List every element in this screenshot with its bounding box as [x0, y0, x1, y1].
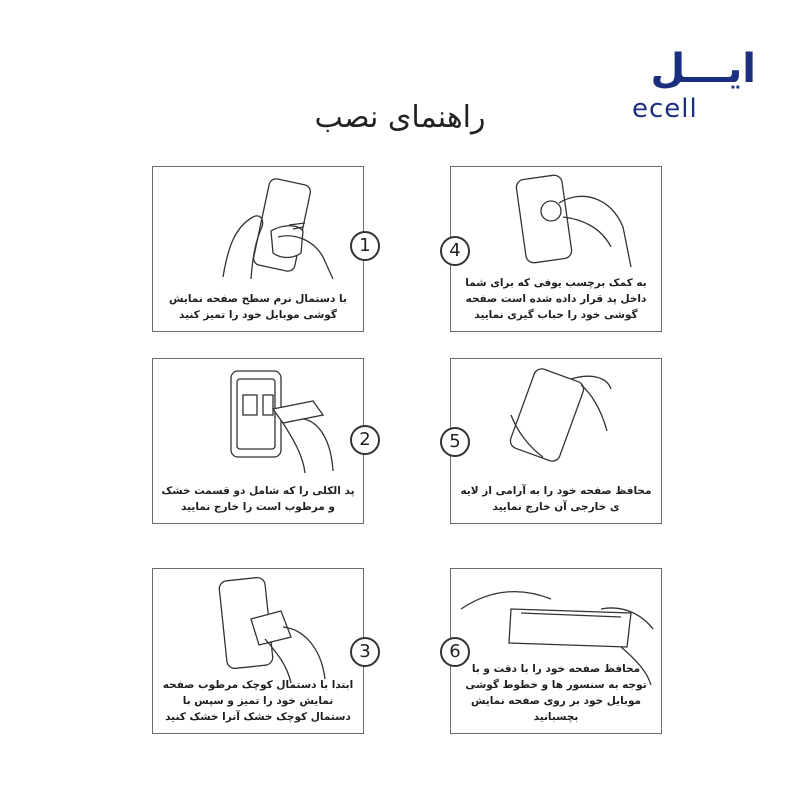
step-number-6: 6: [440, 637, 470, 667]
step-text: به کمک برچسب یوفی که برای شما داخل پد قرار داده شده است صفحه گوشی خود را حباب گیری نمایید: [465, 277, 647, 321]
step-text: پد الکلی را که شامل دو قسمت خشک و مرطوب است را خارج نمایید: [161, 485, 355, 513]
wipe-screen-illustration: [153, 569, 365, 689]
step-card-2: [152, 358, 364, 524]
peel-protector-illustration: [451, 359, 663, 479]
step-card-1: [152, 166, 364, 332]
brand-name-fa: ایـــل: [650, 46, 756, 92]
brand-name-en: ecell: [632, 94, 698, 124]
brand-logo: [626, 44, 756, 124]
step-number-2: 2: [350, 425, 380, 455]
step-number-5: 5: [440, 427, 470, 457]
step-number-1: 1: [350, 231, 380, 261]
step-card-5: [450, 358, 662, 524]
step-number-4: 4: [440, 236, 470, 266]
phone-cleaning-illustration: [153, 167, 365, 287]
alcohol-pad-illustration: [153, 359, 365, 479]
step-number-3: 3: [350, 637, 380, 667]
dust-sticker-illustration: [451, 167, 663, 287]
step-card-4: [450, 166, 662, 332]
step-card-6: [450, 568, 662, 734]
step-card-3: [152, 568, 364, 734]
step-text: با دستمال نرم سطح صفحه نمایش گوشی موبایل خود را تمیز کنید: [169, 293, 347, 321]
page-title: راهنمای نصب: [314, 100, 486, 135]
step-text: ابتدا با دستمال کوچک مرطوب صفحه نمایش خود را تمیز و سپس با دستمال کوچک خشک آنرا خشک کنید: [162, 679, 354, 723]
step-text: محافظ صفحه خود را با دقت و با توجه به سنسور ها و خطوط گوشی موبایل خود بر روی صفحه نمایش بچسبانید: [465, 663, 647, 723]
step-text: محافظ صفحه خود را به آرامی از لایه ی خارجی آن خارج نمایید: [460, 485, 652, 513]
